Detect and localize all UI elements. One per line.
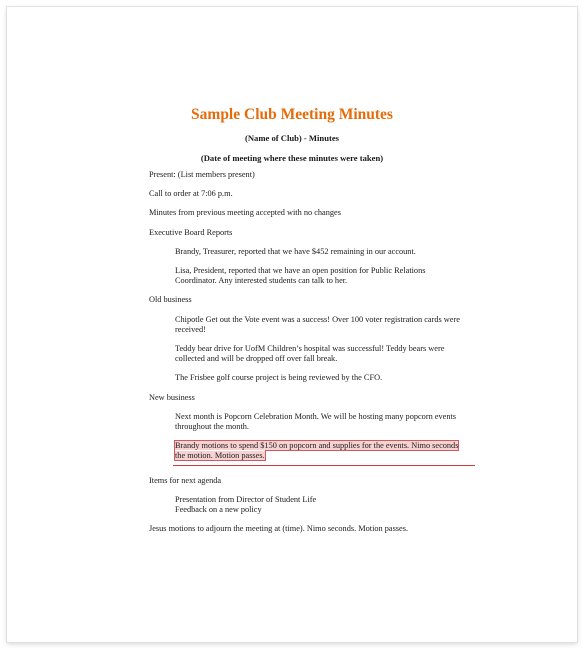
previous-minutes-line: Minutes from previous meeting accepted with no changes [149,208,341,218]
meeting-date-line: (Date of meeting where these minutes were taken) [200,153,384,163]
document-subtitle: (Name of Club) - Minutes [244,133,340,143]
old-item-frisbee: The Frisbee golf course project is being reviewed by the CFO. [175,373,383,383]
minutes-body [149,170,489,543]
new-item-popcorn-month: Next month is Popcorn Celebration Month. We will be hosting many popcorn events throughout the month. [175,411,457,432]
call-to-order-line: Call to order at 7:06 p.m. [149,189,233,199]
present-line: Present: (List members present) [149,170,255,179]
document-title: Sample Club Meeting Minutes [191,106,393,123]
next-agenda-heading: Items for next agenda [149,475,222,485]
old-business-heading: Old business [149,295,192,305]
motion-highlight-text[interactable]: Brandy motions to spend $150 on popcorn and supplies for the events. Nimo seconds the motion. Motion passes. [175,441,459,461]
exec-item-treasurer: Brandy, Treasurer, reported that we have $452 remaining in our account. [175,246,416,256]
adjourn-line: Jesus motions to adjourn the meeting at (time). Nimo seconds. Motion passes. [149,524,409,534]
agenda-item-feedback: Feedback on a new policy [175,505,262,515]
document-page [7,7,577,642]
agenda-item-presentation: Presentation from Director of Student Life [175,494,317,504]
old-item-chipotle: Chipotle Get out the Vote event was a success! Over 100 voter registration cards were received! [175,314,460,334]
old-item-teddy-bear: Teddy bear drive for UofM Children’s hospital was successful! Teddy bears were collected and will be dropped off over fall break. [175,344,445,364]
new-business-heading: New business [149,392,195,402]
new-item-motion-highlighted[interactable] [175,441,465,461]
exec-board-heading: Executive Board Reports [149,227,233,237]
exec-item-president: Lisa, President, reported that we have an open position for Public Relations Coordinator. Any interested students can talk to her. [175,266,426,286]
